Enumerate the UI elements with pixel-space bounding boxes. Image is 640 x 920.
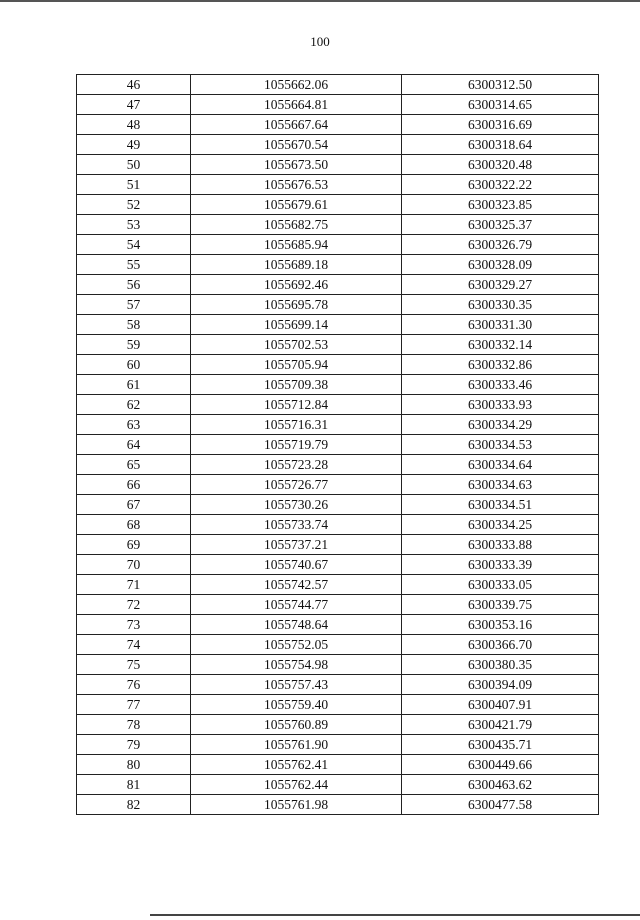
- table-row: [77, 295, 599, 315]
- x-coordinate-cell: 1055662.06: [191, 75, 402, 95]
- x-coordinate-cell: 1055709.38: [191, 375, 402, 395]
- x-coordinate-cell: 1055676.53: [191, 175, 402, 195]
- x-coordinate-cell: 1055689.18: [191, 255, 402, 275]
- table-row: [77, 655, 599, 675]
- table-row: [77, 575, 599, 595]
- point-number-cell: 56: [77, 275, 191, 295]
- x-coordinate-cell: 1055740.67: [191, 555, 402, 575]
- y-coordinate-cell: 6300333.39: [402, 555, 599, 575]
- table-row: [77, 175, 599, 195]
- table-row: [77, 195, 599, 215]
- table-row: [77, 335, 599, 355]
- x-coordinate-cell: 1055712.84: [191, 395, 402, 415]
- x-coordinate-cell: 1055754.98: [191, 655, 402, 675]
- y-coordinate-cell: 6300333.93: [402, 395, 599, 415]
- x-coordinate-cell: 1055723.28: [191, 455, 402, 475]
- y-coordinate-cell: 6300312.50: [402, 75, 599, 95]
- x-coordinate-cell: 1055742.57: [191, 575, 402, 595]
- point-number-cell: 63: [77, 415, 191, 435]
- point-number-cell: 59: [77, 335, 191, 355]
- x-coordinate-cell: 1055759.40: [191, 695, 402, 715]
- x-coordinate-cell: 1055762.44: [191, 775, 402, 795]
- point-number-cell: 77: [77, 695, 191, 715]
- point-number-cell: 73: [77, 615, 191, 635]
- point-number-cell: 55: [77, 255, 191, 275]
- point-number-cell: 67: [77, 495, 191, 515]
- point-number-cell: 81: [77, 775, 191, 795]
- table-row: [77, 315, 599, 335]
- point-number-cell: 70: [77, 555, 191, 575]
- y-coordinate-cell: 6300332.86: [402, 355, 599, 375]
- y-coordinate-cell: 6300314.65: [402, 95, 599, 115]
- y-coordinate-cell: 6300331.30: [402, 315, 599, 335]
- point-number-cell: 79: [77, 735, 191, 755]
- y-coordinate-cell: 6300320.48: [402, 155, 599, 175]
- point-number-cell: 54: [77, 235, 191, 255]
- table-row: [77, 235, 599, 255]
- x-coordinate-cell: 1055719.79: [191, 435, 402, 455]
- x-coordinate-cell: 1055752.05: [191, 635, 402, 655]
- y-coordinate-cell: 6300323.85: [402, 195, 599, 215]
- point-number-cell: 80: [77, 755, 191, 775]
- x-coordinate-cell: 1055716.31: [191, 415, 402, 435]
- point-number-cell: 49: [77, 135, 191, 155]
- y-coordinate-cell: 6300407.91: [402, 695, 599, 715]
- point-number-cell: 82: [77, 795, 191, 815]
- table-row: [77, 135, 599, 155]
- x-coordinate-cell: 1055695.78: [191, 295, 402, 315]
- point-number-cell: 66: [77, 475, 191, 495]
- y-coordinate-cell: 6300435.71: [402, 735, 599, 755]
- point-number-cell: 47: [77, 95, 191, 115]
- x-coordinate-cell: 1055733.74: [191, 515, 402, 535]
- x-coordinate-cell: 1055737.21: [191, 535, 402, 555]
- x-coordinate-cell: 1055730.26: [191, 495, 402, 515]
- point-number-cell: 65: [77, 455, 191, 475]
- table-row: [77, 715, 599, 735]
- page-number: 100: [310, 34, 330, 49]
- x-coordinate-cell: 1055762.41: [191, 755, 402, 775]
- point-number-cell: 68: [77, 515, 191, 535]
- y-coordinate-cell: 6300380.35: [402, 655, 599, 675]
- x-coordinate-cell: 1055761.98: [191, 795, 402, 815]
- scan-bottom-edge: [150, 914, 640, 916]
- point-number-cell: 52: [77, 195, 191, 215]
- y-coordinate-cell: 6300353.16: [402, 615, 599, 635]
- table-row: [77, 415, 599, 435]
- table-row: [77, 775, 599, 795]
- coordinates-table: [76, 74, 599, 815]
- x-coordinate-cell: 1055726.77: [191, 475, 402, 495]
- y-coordinate-cell: 6300339.75: [402, 595, 599, 615]
- y-coordinate-cell: 6300316.69: [402, 115, 599, 135]
- table-row: [77, 155, 599, 175]
- y-coordinate-cell: 6300334.51: [402, 495, 599, 515]
- x-coordinate-cell: 1055685.94: [191, 235, 402, 255]
- x-coordinate-cell: 1055679.61: [191, 195, 402, 215]
- x-coordinate-cell: 1055667.64: [191, 115, 402, 135]
- y-coordinate-cell: 6300366.70: [402, 635, 599, 655]
- point-number-cell: 61: [77, 375, 191, 395]
- point-number-cell: 76: [77, 675, 191, 695]
- y-coordinate-cell: 6300318.64: [402, 135, 599, 155]
- x-coordinate-cell: 1055761.90: [191, 735, 402, 755]
- x-coordinate-cell: 1055757.43: [191, 675, 402, 695]
- table-row: [77, 515, 599, 535]
- table-row: [77, 255, 599, 275]
- y-coordinate-cell: 6300421.79: [402, 715, 599, 735]
- y-coordinate-cell: 6300394.09: [402, 675, 599, 695]
- table-row: [77, 115, 599, 135]
- table-row: [77, 355, 599, 375]
- table-row: [77, 795, 599, 815]
- point-number-cell: 57: [77, 295, 191, 315]
- x-coordinate-cell: 1055664.81: [191, 95, 402, 115]
- point-number-cell: 71: [77, 575, 191, 595]
- y-coordinate-cell: 6300333.46: [402, 375, 599, 395]
- table-row: [77, 615, 599, 635]
- table-row: [77, 375, 599, 395]
- x-coordinate-cell: 1055682.75: [191, 215, 402, 235]
- point-number-cell: 69: [77, 535, 191, 555]
- y-coordinate-cell: 6300334.53: [402, 435, 599, 455]
- point-number-cell: 74: [77, 635, 191, 655]
- y-coordinate-cell: 6300329.27: [402, 275, 599, 295]
- table-row: [77, 735, 599, 755]
- y-coordinate-cell: 6300328.09: [402, 255, 599, 275]
- y-coordinate-cell: 6300322.22: [402, 175, 599, 195]
- point-number-cell: 50: [77, 155, 191, 175]
- point-number-cell: 62: [77, 395, 191, 415]
- scan-top-edge: [0, 0, 640, 2]
- y-coordinate-cell: 6300449.66: [402, 755, 599, 775]
- y-coordinate-cell: 6300463.62: [402, 775, 599, 795]
- table-row: [77, 635, 599, 655]
- x-coordinate-cell: 1055702.53: [191, 335, 402, 355]
- table-row: [77, 455, 599, 475]
- y-coordinate-cell: 6300326.79: [402, 235, 599, 255]
- point-number-cell: 64: [77, 435, 191, 455]
- table-row: [77, 695, 599, 715]
- x-coordinate-cell: 1055744.77: [191, 595, 402, 615]
- y-coordinate-cell: 6300332.14: [402, 335, 599, 355]
- table-row: [77, 475, 599, 495]
- y-coordinate-cell: 6300330.35: [402, 295, 599, 315]
- table-row: [77, 435, 599, 455]
- point-number-cell: 51: [77, 175, 191, 195]
- point-number-cell: 58: [77, 315, 191, 335]
- y-coordinate-cell: 6300477.58: [402, 795, 599, 815]
- table-row: [77, 675, 599, 695]
- point-number-cell: 78: [77, 715, 191, 735]
- table-row: [77, 75, 599, 95]
- y-coordinate-cell: 6300334.25: [402, 515, 599, 535]
- y-coordinate-cell: 6300333.88: [402, 535, 599, 555]
- y-coordinate-cell: 6300334.64: [402, 455, 599, 475]
- x-coordinate-cell: 1055692.46: [191, 275, 402, 295]
- x-coordinate-cell: 1055670.54: [191, 135, 402, 155]
- x-coordinate-cell: 1055705.94: [191, 355, 402, 375]
- y-coordinate-cell: 6300334.29: [402, 415, 599, 435]
- table-row: [77, 275, 599, 295]
- table-row: [77, 535, 599, 555]
- x-coordinate-cell: 1055673.50: [191, 155, 402, 175]
- y-coordinate-cell: 6300333.05: [402, 575, 599, 595]
- point-number-cell: 75: [77, 655, 191, 675]
- point-number-cell: 53: [77, 215, 191, 235]
- table-row: [77, 595, 599, 615]
- point-number-cell: 46: [77, 75, 191, 95]
- table-row: [77, 95, 599, 115]
- coordinates-table-body: [77, 75, 599, 815]
- point-number-cell: 72: [77, 595, 191, 615]
- x-coordinate-cell: 1055748.64: [191, 615, 402, 635]
- table-row: [77, 495, 599, 515]
- table-row: [77, 755, 599, 775]
- y-coordinate-cell: 6300334.63: [402, 475, 599, 495]
- point-number-cell: 48: [77, 115, 191, 135]
- table-row: [77, 395, 599, 415]
- y-coordinate-cell: 6300325.37: [402, 215, 599, 235]
- table-row: [77, 555, 599, 575]
- table-row: [77, 215, 599, 235]
- x-coordinate-cell: 1055760.89: [191, 715, 402, 735]
- point-number-cell: 60: [77, 355, 191, 375]
- x-coordinate-cell: 1055699.14: [191, 315, 402, 335]
